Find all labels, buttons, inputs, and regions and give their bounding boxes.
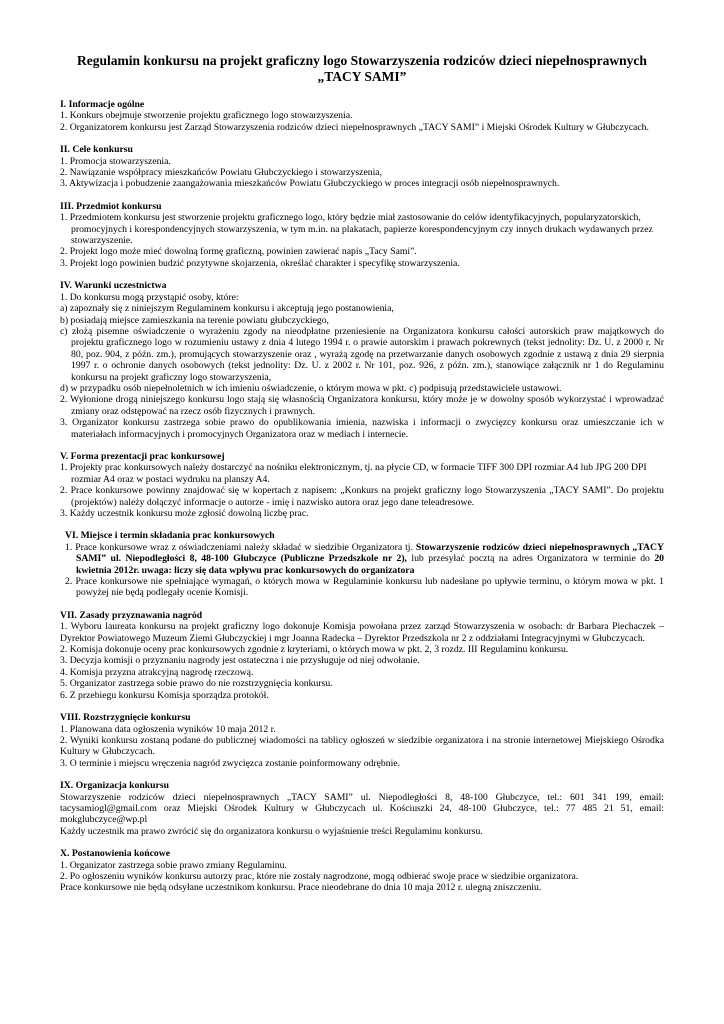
paragraph: 6. Z przebiegu konkursu Komisja sporządza protokół.: [60, 689, 269, 701]
section-title: VIII. Rozstrzygnięcie konkursu: [60, 712, 191, 724]
paragraph: 3. Decyzja komisji o przyznaniu nagrody jest ostateczna i nie przysługuje od niej odwołanie.: [60, 655, 420, 667]
deadline: 20 kwietnia 2012r. uwaga: liczy się data wpływu prac konkursowych do organizatora: [76, 553, 664, 576]
paragraph: Prace konkursowe nie będą odsyłane uczestnikom konkursu. Prace nieodebrane do dnia 10 maja 2012 r. ulegną zniszczeniu.: [60, 882, 542, 894]
page-title: [60, 53, 664, 85]
paragraph: 3. Każdy uczestnik konkursu może zgłosić dowolną liczbę prac.: [60, 508, 309, 519]
paragraph: 3. Aktywizacja i pobudzenie zaangażowania mieszkańców Powiatu Głubczyckiego w proces integracji osób niepełnosprawnych.: [60, 178, 560, 190]
section-title: I. Informacje ogólne: [60, 99, 145, 110]
section-title: II. Cele konkursu: [60, 144, 133, 156]
list-item: c) złożą pisemne oświadczenie o wyrażeniu zgody na nieodpłatne przeniesienie na Organizatora konkursu całości autorskich praw majątkowych do projektu graficznego logo w rozumieniu ustawy z dnia 4 lutego 1994 r. o prawie autorskim i prawach pokrewnych (tekst jednolity: Dz. U. z 2000 r. Nr 80, poz. 904, z późn. zm.), promujących stowarzyszenie oraz , wyrażą zgodę na przetwarzanie danych osobowych zgodnie z ustawą z dnia 29 sierpnia 1997 r. o ochronie danych osobowych (tekst jednolity: Dz. U. z 2002 r. Nr 101, poz. 926, z późn. zm.), stanowiące załącznik nr 1 do Regulaminu konkursu na projekt graficzny logo stowarzyszenia,: [60, 325, 664, 383]
paragraph: 3. O terminie i miejscu wręczenia nagród zwycięzca zostanie poinformowany odrębnie.: [60, 757, 401, 769]
paragraph: 2. Projekt logo może mieć dowolną formę graficzną, powinien zawierać napis „Tacy Sami”.: [60, 246, 417, 258]
section-conditions: [60, 280, 664, 440]
text-run: lub przesyłać pocztą na adres Organizatora w terminie do: [406, 553, 655, 565]
paragraph: 2. Prace konkursowe powinny znajdować się w kopertach z napisem: „Konkurs na projekt graficzny logo Stowarzyszenia „TACY SAMI”. Do projektu (projektów) należy dołączyć informacje o autorze - imię i nazwisko autora oraz jego dane teleadresowe.: [60, 485, 664, 508]
paragraph: 1. Do konkursu mogą przystąpić osoby, które:: [60, 291, 239, 303]
section-presentation: [60, 451, 664, 519]
organizer-address: Stowarzyszenie rodziców dzieci niepełnosprawnych „TACY SAMI” ul. Niepodległości 8, 48-100 Głubczyce (Publiczne Przedszkole nr 2),: [76, 541, 664, 565]
paragraph: 2. Komisja dokonuje oceny prac konkursowych zgodnie z kryteriami, o których mowa w pkt. 2, 3 rozdz. III Regulaminu konkursu.: [60, 644, 569, 656]
paragraph: 1. Konkurs obejmuje stworzenie projektu graficznego logo stowarzyszenia.: [60, 110, 353, 122]
paragraph: Stowarzyszenie rodziców dzieci niepełnosprawnych „TACY SAMI” ul. Niepodległości 8, 48-100 Głubczyce, tel.: 601 341 199, email: tacysamiogl@gmail.com oraz Miejski Ośrodek Kultury w Głubczycach ul. Kościuszki 24, 48-100 Głubczyce, tel.: 77 485 21 51, email: mokglubczyce@wp.pl: [60, 791, 664, 826]
list-item: b) posiadają miejsce zamieszkania na terenie powiatu głubczyckiego,: [60, 314, 329, 326]
section-title: X. Postanowienia końcowe: [60, 848, 171, 860]
text-run: 1. Prace konkursowe wraz z oświadczeniami należy składać w siedzibie Organizatora tj.: [65, 541, 416, 553]
paragraph: 1. Projekty prac konkursowych należy dostarczyć na nośniku elektronicznym, tj. na płycie CD, w formacie TIFF 300 DPI rozmiar A4 lub JPG 200 DPI rozmiar A4 oraz w postaci wydruku na planszy A4.: [60, 462, 647, 485]
paragraph: 2. Organizatorem konkursu jest Zarząd Stowarzyszenia rodziców dzieci niepełnosprawnych „TACY SAMI” i Miejski Ośrodek Kultury w Głubczycach.: [60, 121, 649, 133]
section-final-provisions: [60, 848, 664, 894]
paragraph: 3. Organizator konkursu zastrzega sobie prawo do opublikowania imienia, nazwiska i informacji o zwycięzcy konkursu oraz umieszczanie ich w materiałach informacyjnych i promocyjnych Organizatora oraz w mediach i internecie.: [60, 417, 664, 440]
paragraph: 1. Przedmiotem konkursu jest stworzenie projektu graficznego logo, który będzie miał zastosowanie do celów identyfikacyjnych, popularyzatorskich, promocyjnych i korespondencyjnych stowarzyszenia, w tym m.in. na plakatach, papierze korespondencyjnym czy innych drukach wydawanych przez stowarzyszenie.: [60, 212, 653, 247]
paragraph: 2. Po ogłoszeniu wyników konkursu autorzy prac, które nie zostały nagrodzone, mogą odbierać swoje prace w siedzibie organizatora.: [60, 870, 579, 882]
section-awards: [60, 610, 664, 701]
section-title: VII. Zasady przyznawania nagród: [60, 609, 203, 621]
paragraph: 1. Organizator zastrzega sobie prawo zmiany Regulaminu.: [60, 859, 287, 871]
paragraph: 5. Organizator zastrzega sobie prawo do nie rozstrzygnięcia konkursu.: [60, 678, 333, 690]
section-place-deadline: [60, 530, 664, 598]
paragraph: 1. Planowana data ogłoszenia wyników 10 maja 2012 r.: [60, 723, 276, 735]
title-line-1: Regulamin konkursu na projekt graficzny logo Stowarzyszenia rodziców dzieci niepełnosprawnych: [77, 53, 647, 68]
section-results: [60, 712, 664, 769]
paragraph: 2. Wyłonione drogą niniejszego konkursu logo stają się własnością Organizatora konkursu, który może je w dowolny sposób wykorzystać i wprowadzać zmiany oraz odstępować na rzecz osób fizycznych i prawnych.: [60, 394, 664, 417]
section-goals: [60, 144, 664, 190]
paragraph: [65, 542, 664, 576]
section-title: IV. Warunki uczestnictwa: [60, 280, 167, 292]
paragraph: 3. Projekt logo powinien budzić pozytywne skojarzenia, określać charakter i specyfikę stowarzyszenia.: [60, 257, 460, 269]
paragraph: 4. Komisja przyzna atrakcyjną nagrodę rzeczową.: [60, 666, 254, 678]
section-subject: [60, 201, 664, 269]
paragraph: 2. Nawiązanie współpracy mieszkańców Powiatu Głubczyckiego i stowarzyszenia,: [60, 167, 383, 179]
paragraph: 2. Wyniki konkursu zostaną podane do publicznej wiadomości na tablicy ogłoszeń w siedzibie organizatora i na stronie internetowej Miejskiego Ośrodka Kultury w Głubczycach.: [60, 734, 664, 758]
list-item: d) w przypadku osób niepełnoletnich w ich imieniu oświadczenie, o którym mowa w pkt. c) podpisują przedstawiciele ustawowi.: [60, 382, 562, 394]
paragraph: 1. Promocja stowarzyszenia.: [60, 155, 171, 167]
paragraph: 2. Prace konkursowe nie spełniające wymagań, o których mowa w Regulaminie konkursu lub nadesłane po upływie terminu, o którym mowa w pkt. 1 powyżej nie będą podlegały ocenie Komisji.: [65, 576, 664, 599]
section-title: VI. Miejsce i termin składania prac konkursowych: [65, 530, 275, 542]
section-title: III. Przedmiot konkursu: [60, 200, 162, 212]
section-title: V. Forma prezentacji prac konkursowej: [60, 450, 225, 462]
paragraph: 1. Wyboru laureata konkursu na projekt graficzny logo dokonuje Komisja powołana przez zarząd Stowarzyszenia w osobach: dr Barbara Piechaczek – Dyrektor Powiatowego Muzeum Ziemi Głubczyckiej i mgr Joanna Radecka – Dyrektor Przedszkola nr 2 z oddziałami Integracyjnymi w Głubczycach.: [60, 621, 664, 644]
section-organization: [60, 780, 664, 837]
title-line-2: „TACY SAMI”: [317, 69, 407, 84]
section-general-info: [60, 99, 664, 133]
section-title: IX. Organizacja konkursu: [60, 780, 169, 792]
list-item: a) zapoznały się z niniejszym Regulaminem konkursu i akceptują jego postanowienia,: [60, 303, 394, 315]
paragraph: Każdy uczestnik ma prawo zwrócić się do organizatora konkursu o wyjaśnienie treści Regulaminu konkursu.: [60, 825, 483, 837]
